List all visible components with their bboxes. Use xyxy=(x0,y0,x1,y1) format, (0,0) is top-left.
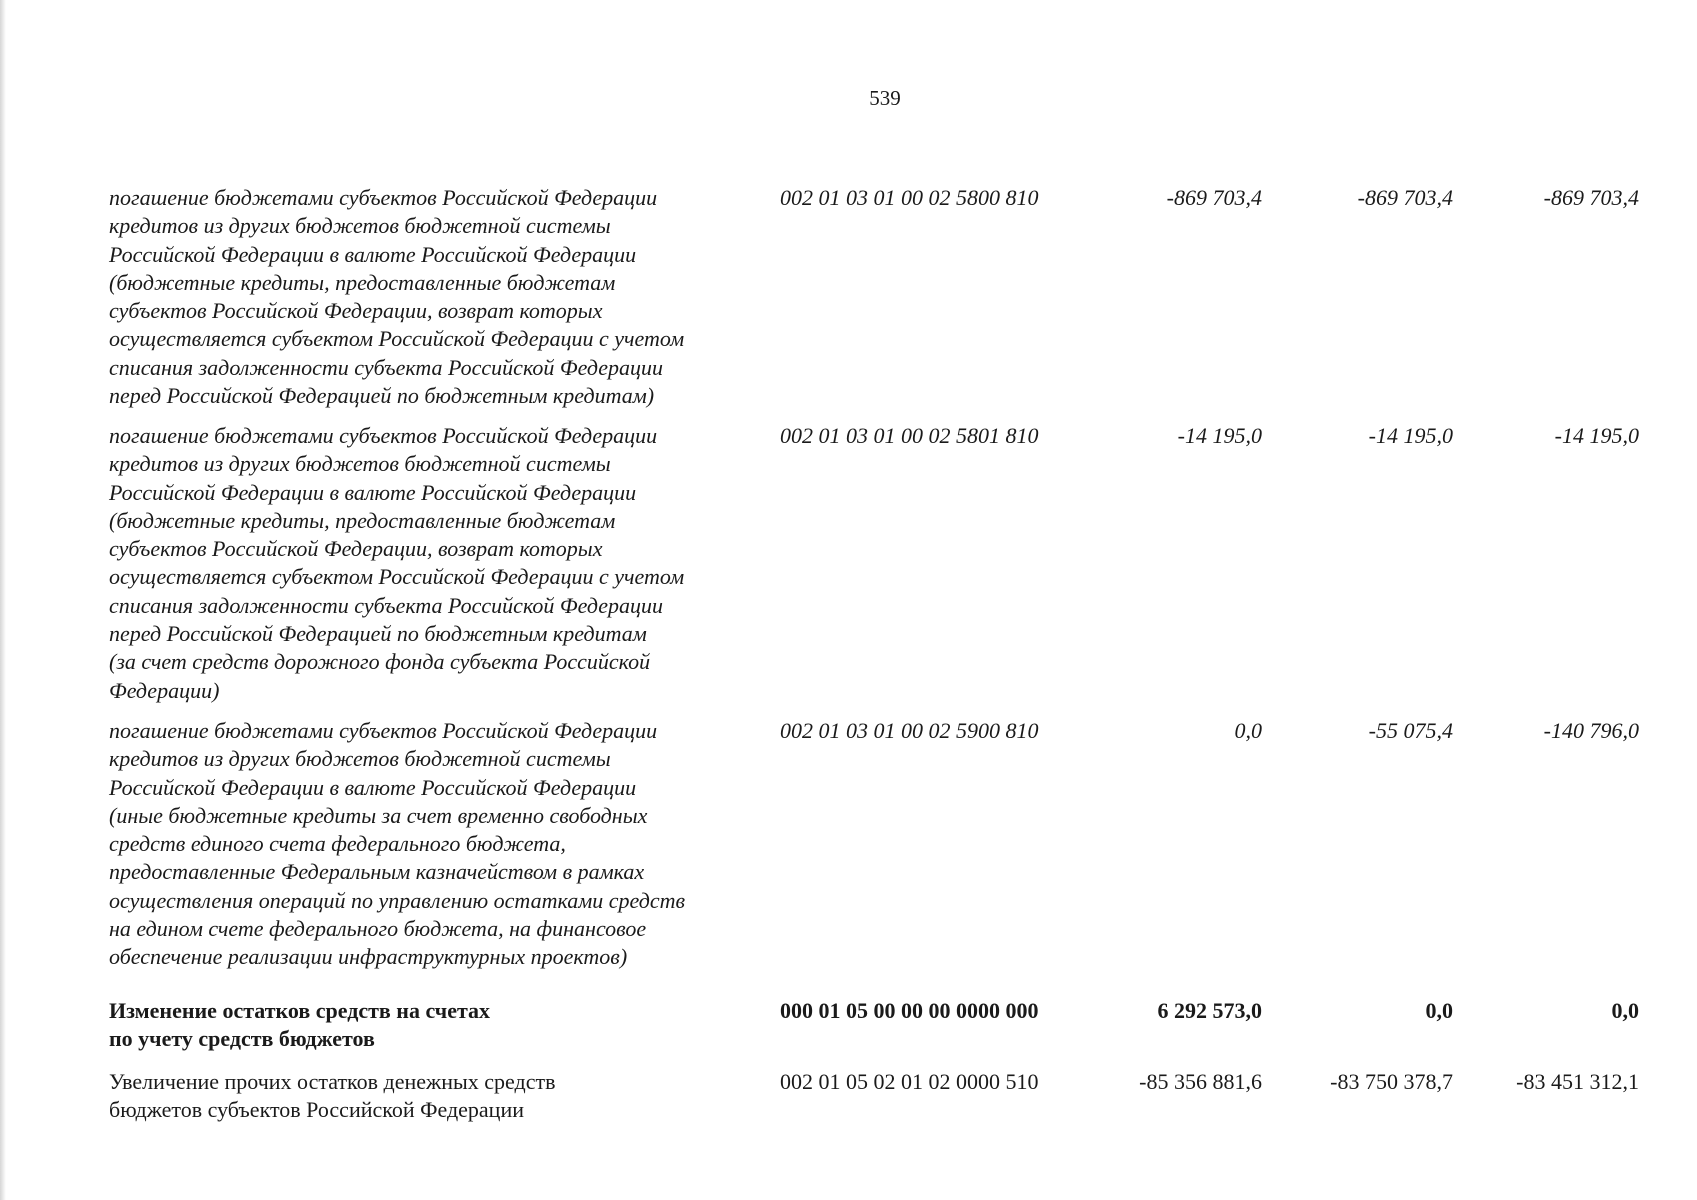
description-line: Российской Федерации в валюте Российской Федерации xyxy=(109,479,637,505)
description-line: Увеличение прочих остатков денежных средств xyxy=(109,1069,556,1094)
amount-column-3: 0,0 xyxy=(1611,998,1639,1023)
row-description xyxy=(109,422,779,705)
description-line: осуществляется субъектом Российской Федерации с учетом xyxy=(109,326,685,352)
amount-column-1: -85 356 881,6 xyxy=(1139,1069,1262,1094)
description-line: Российской Федерации в валюте Российской Федерации xyxy=(109,241,637,267)
amount-column-1: 0,0 xyxy=(1234,718,1262,743)
description-line: бюджетов субъектов Российской Федерации xyxy=(109,1097,524,1123)
description-line: кредитов из других бюджетов бюджетной системы xyxy=(109,213,611,239)
description-line: списания задолженности субъекта Российской Федерации xyxy=(109,592,663,618)
description-line: Федерации) xyxy=(109,677,220,703)
description-line: Изменение остатков средств на счетах xyxy=(109,998,491,1023)
description-line: перед Российской Федерацией по бюджетным кредитам) xyxy=(109,383,655,409)
amount-column-3: -14 195,0 xyxy=(1554,423,1639,448)
amount-column-2: 0,0 xyxy=(1425,998,1453,1023)
amount-column-2: -14 195,0 xyxy=(1368,423,1453,448)
row-description xyxy=(109,997,779,1054)
amount-column-3: -140 796,0 xyxy=(1543,718,1639,743)
scan-edge-shadow xyxy=(0,0,6,1200)
amount-column-1: -14 195,0 xyxy=(1177,423,1262,448)
page-number: 539 xyxy=(869,86,901,110)
description-line: обеспечение реализации инфраструктурных проектов) xyxy=(109,944,628,970)
description-line: (иные бюджетные кредиты за счет временно свободных xyxy=(109,802,648,828)
row-description xyxy=(109,1068,779,1125)
description-line: по учету средств бюджетов xyxy=(109,1026,375,1052)
budget-classification-code: 002 01 05 02 01 02 0000 510 xyxy=(780,1069,1039,1094)
row-description xyxy=(109,717,779,972)
description-line: (за счет средств дорожного фонда субъекта Российской xyxy=(109,649,651,675)
description-line: списания задолженности субъекта Российской Федерации xyxy=(109,354,663,380)
description-line: (бюджетные кредиты, предоставленные бюджетам xyxy=(109,269,616,295)
amount-column-3: -869 703,4 xyxy=(1543,185,1639,210)
description-line: субъектов Российской Федерации, возврат которых xyxy=(109,298,603,324)
amount-column-2: -55 075,4 xyxy=(1368,718,1453,743)
description-line: перед Российской Федерацией по бюджетным кредитам xyxy=(109,621,647,647)
description-line: субъектов Российской Федерации, возврат которых xyxy=(109,536,603,562)
amount-column-1: -869 703,4 xyxy=(1166,185,1262,210)
description-line: погашение бюджетами субъектов Российской Федерации xyxy=(109,423,658,448)
budget-classification-code: 002 01 03 01 00 02 5800 810 xyxy=(780,185,1039,210)
amount-column-2: -83 750 378,7 xyxy=(1330,1069,1453,1094)
description-line: осуществления операций по управлению остатками средств xyxy=(109,887,686,913)
description-line: кредитов из других бюджетов бюджетной системы xyxy=(109,746,611,772)
description-line: (бюджетные кредиты, предоставленные бюджетам xyxy=(109,507,616,533)
budget-classification-code: 002 01 03 01 00 02 5801 810 xyxy=(780,423,1039,448)
amount-column-2: -869 703,4 xyxy=(1357,185,1453,210)
description-line: погашение бюджетами субъектов Российской Федерации xyxy=(109,718,658,743)
description-line: кредитов из других бюджетов бюджетной системы xyxy=(109,451,611,477)
description-line: средств единого счета федерального бюджета, xyxy=(109,831,566,857)
budget-classification-code: 000 01 05 00 00 00 0000 000 xyxy=(780,998,1039,1023)
amount-column-1: 6 292 573,0 xyxy=(1157,998,1262,1023)
row-description xyxy=(109,184,779,410)
description-line: осуществляется субъектом Российской Федерации с учетом xyxy=(109,564,685,590)
amount-column-3: -83 451 312,1 xyxy=(1516,1069,1639,1094)
description-line: Российской Федерации в валюте Российской Федерации xyxy=(109,774,637,800)
description-line: предоставленные Федеральным казначейством в рамках xyxy=(109,859,645,885)
budget-classification-code: 002 01 03 01 00 02 5900 810 xyxy=(780,718,1039,743)
description-line: погашение бюджетами субъектов Российской Федерации xyxy=(109,185,658,210)
description-line: на едином счете федерального бюджета, на финансовое xyxy=(109,916,647,942)
